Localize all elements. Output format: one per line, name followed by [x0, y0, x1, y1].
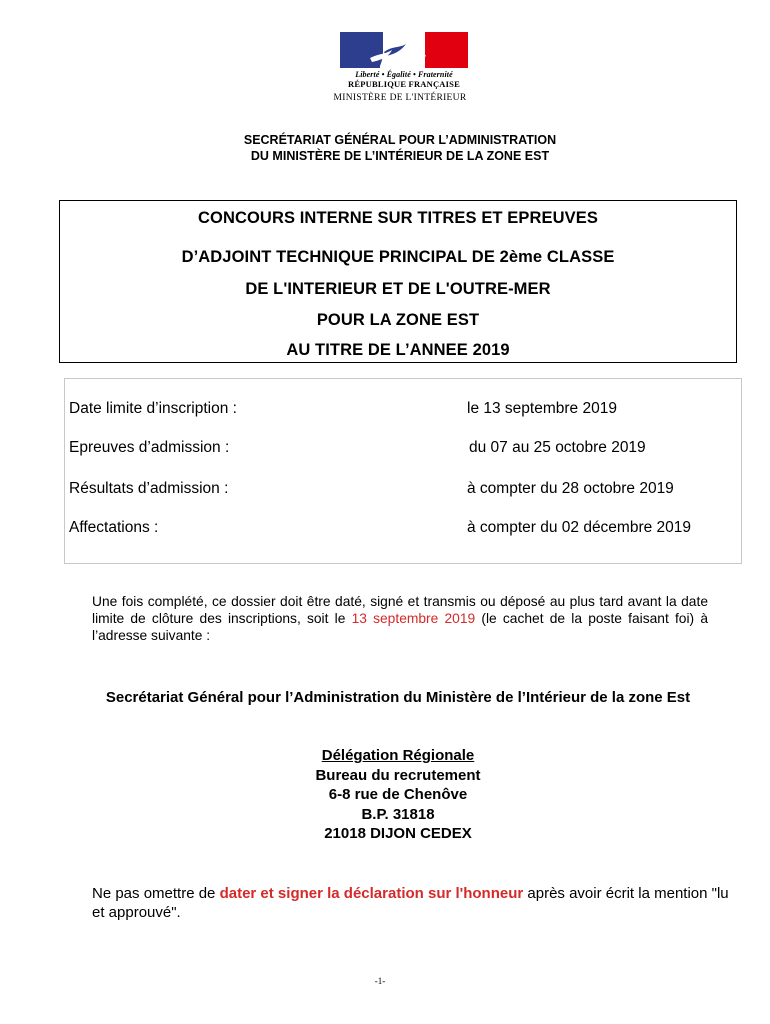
date-value: du 07 au 25 octobre 2019: [469, 439, 646, 456]
address-heading: Secrétariat Général pour l’Administration du Ministère de l’Intérieur de la zone Est: [105, 689, 691, 706]
address-street: 6-8 rue de Chenôve: [328, 786, 468, 803]
address-city: 21018 DIJON CEDEX: [324, 825, 472, 842]
exam-title-box: [59, 200, 737, 363]
republic-name: RÉPUBLIQUE FRANÇAISE: [348, 79, 460, 89]
deadline-highlight: 13 septembre 2019: [351, 611, 476, 626]
instructions-text-2: (le cachet de la poste faisant foi) à l’adresse suivante :: [92, 611, 708, 643]
address-po-box: B.P. 31818: [361, 805, 435, 823]
submission-instructions: [92, 593, 708, 644]
postal-address: [200, 746, 596, 844]
issuing-authority-header: [0, 132, 770, 164]
page-number: -1-: [374, 976, 386, 986]
title-line-1: CONCOURS INTERNE SUR TITRES ET EPREUVES: [198, 209, 598, 227]
marianne-flag-icon: [340, 32, 468, 68]
date-label: Résultats d’admission :: [69, 480, 229, 497]
date-value: le 13 septembre 2019: [467, 400, 617, 417]
note-text-2: après avoir écrit la mention "lu et approuvé".: [92, 885, 729, 921]
header-line-2: DU MINISTÈRE DE L’INTÉRIEUR DE LA ZONE EST: [250, 149, 550, 163]
address-department: Délégation Régionale: [321, 747, 475, 764]
ministry-name: MINISTÈRE DE L'INTÉRIEUR: [333, 93, 467, 103]
title-line-4: POUR LA ZONE EST: [316, 311, 480, 329]
note-highlight: dater et signer la déclaration sur l'honneur: [219, 885, 524, 902]
title-line-5: AU TITRE DE L’ANNEE 2019: [286, 341, 510, 359]
signature-reminder: [92, 884, 732, 922]
header-line-1: SECRÉTARIAT GÉNÉRAL POUR L’ADMINISTRATION: [243, 133, 557, 147]
address-bureau: Bureau du recrutement: [315, 766, 481, 784]
republic-motto: Liberté • Égalité • Fraternité: [355, 70, 453, 79]
date-value: à compter du 02 décembre 2019: [467, 519, 692, 536]
note-text-1: Ne pas omettre de: [92, 885, 220, 902]
date-value: à compter du 28 octobre 2019: [467, 480, 674, 497]
title-line-3: DE L'INTERIEUR ET DE L'OUTRE-MER: [245, 280, 551, 298]
title-line-2: D’ADJOINT TECHNIQUE PRINCIPAL DE 2ème CLASSE: [181, 248, 615, 266]
marianne-logo: [340, 32, 468, 90]
date-label: Affectations :: [69, 519, 159, 536]
key-dates-box: [64, 378, 742, 564]
instructions-text-1: Une fois complété, ce dossier doit être daté, signé et transmis ou déposé au plus tard avant la date limite de clôture des inscriptions, soit le: [92, 594, 708, 626]
date-label: Date limite d’inscription :: [69, 400, 237, 417]
date-label: Epreuves d’admission :: [69, 439, 230, 456]
